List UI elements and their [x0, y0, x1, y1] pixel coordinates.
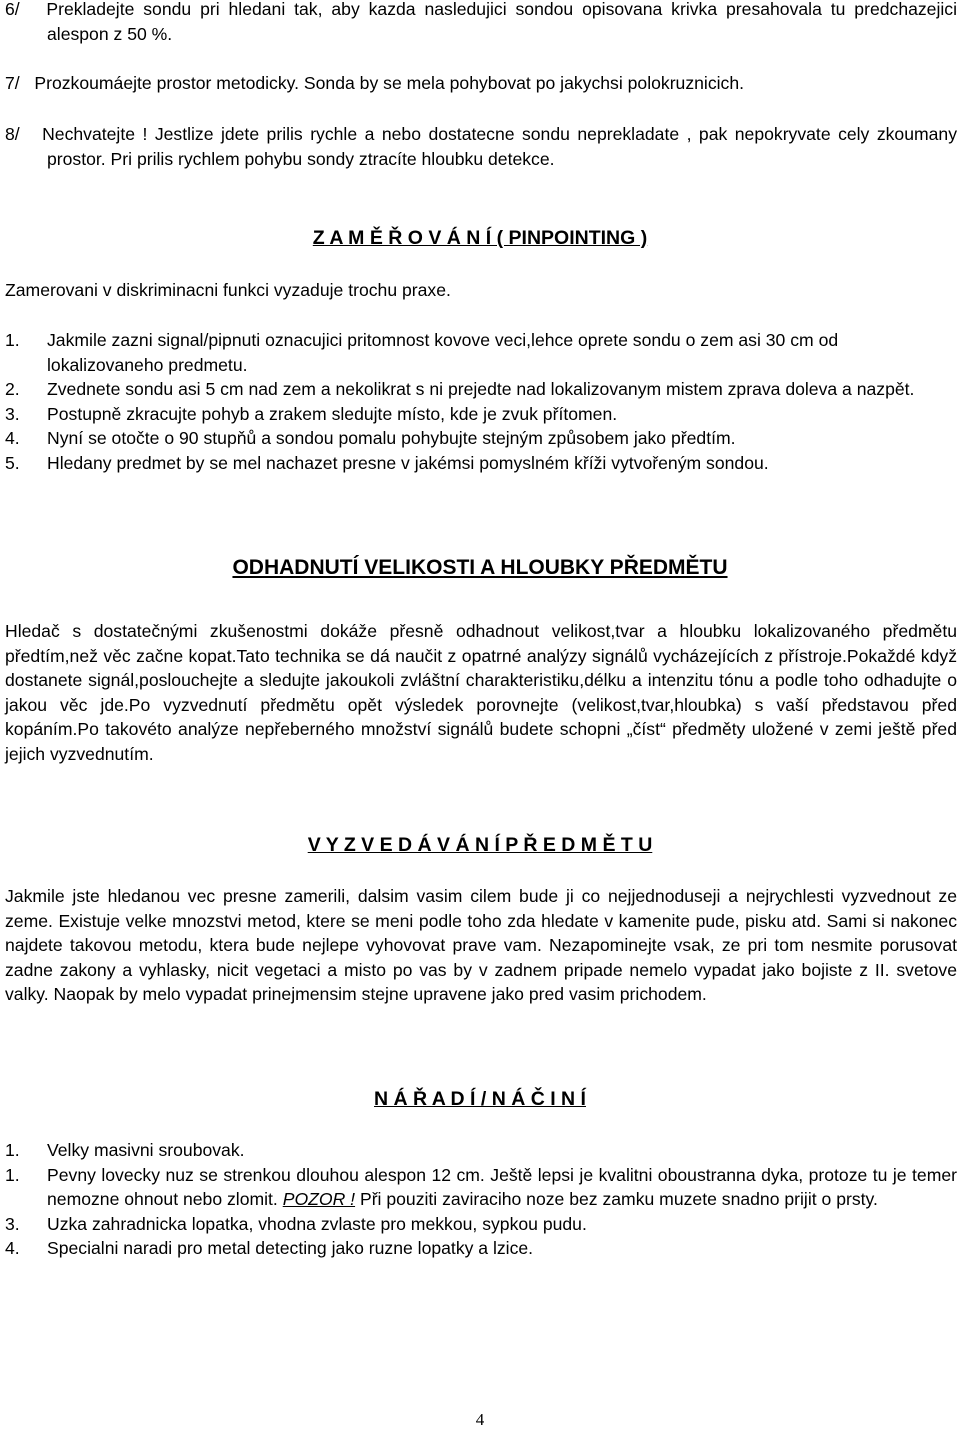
step-number: 8/: [5, 124, 20, 144]
list-item: [5, 377, 957, 402]
step-6: [5, 0, 957, 46]
item-text: Jakmile zazni signal/pipnuti oznacujici pritomnost kovove veci,lehce oprete sondu o zem asi 30 cm od lokalizovaneho predmetu.: [47, 330, 839, 375]
item-text: Hledany predmet by se mel nachazet presne v jakémsi pomyslném kříži vytvořeným sondou.: [47, 452, 769, 473]
list-item: [5, 451, 957, 476]
list-item: [5, 1138, 957, 1163]
item-text: Uzka zahradnicka lopatka, vhodna zvlaste pro mekkou, sypkou pudu.: [47, 1213, 587, 1234]
step-text: Prozkoumáejte prostor metodicky. Sonda by se mela pohybovat po jakychsi polokruznicich.: [34, 73, 745, 93]
pinpointing-steps: [5, 328, 957, 476]
item-number: 2.: [5, 379, 20, 400]
list-item: [5, 1236, 957, 1261]
item-number: 1.: [5, 1140, 20, 1160]
list-item: [5, 1163, 957, 1212]
item-text: Při pouziti zaviraciho noze bez zamku muzete snadno prijit o prsty.: [359, 1189, 878, 1210]
page-number: 4: [475, 1410, 485, 1429]
item-number: 4.: [5, 1238, 20, 1259]
step-number: 7/: [5, 73, 20, 93]
pinpointing-heading: Z A M Ě Ř O V Á N Í ( PINPOINTING ): [312, 227, 648, 249]
warning-label: POZOR !: [282, 1189, 356, 1210]
estimation-paragraph: Hledač s dostatečnými zkušenostmi dokáže přesně odhadnout velikost,tvar a hloubku lokalizovaného předmětu předtím,než věc začne kopat.Tato technika se dá naučit z opatrné analýzy signálů vycházejících z přístroje.Pokaždé když dostanete signál,poslouchejte a sledujte jakoukoli zvláštní charakteristiku,délku a intenzitu tónu a podle toho odhadujte o jakou věc jde.Po vyzvednutí předmětu opět výsledek porovnejte (velikost,tvar,hloubka) s vaší představou před kopáním.Po takovéto analýze nepřeberného množství signálů budete schopni „číst“ předměty uložené v zemi ještě před jejich vyzvednutím.: [5, 621, 957, 764]
item-text: Zvednete sondu asi 5 cm nad zem a nekolikrat s ni prejedte nad lokalizovanym mistem zprava doleva a nazpět.: [47, 379, 915, 400]
item-text: Specialni naradi pro metal detecting jako ruzne lopatky a lzice.: [47, 1238, 534, 1259]
step-7: [5, 71, 957, 96]
list-item: [5, 1212, 957, 1237]
item-number: 1.: [5, 1164, 20, 1185]
step-number: 6/: [5, 0, 20, 19]
estimation-heading: ODHADNUTÍ VELIKOSTI A HLOUBKY PŘEDMĚTU: [232, 556, 728, 579]
list-item: [5, 328, 957, 377]
item-number: 5.: [5, 452, 20, 473]
item-text: Pevny lovecky nuz se strenkou dlouhou alespon 12 cm. Ještě lepsi je kvalitni oboustranna dyka, protoze tu je temer nemozne ohnout nebo zlomit.: [47, 1164, 957, 1210]
item-text: Velky masivni sroubovak.: [47, 1140, 245, 1160]
item-text: Nyní se otočte o 90 stupňů a sondou pomalu pohybujte stejným způsobem jako předtím.: [47, 428, 736, 449]
item-number: 3.: [5, 1213, 20, 1234]
tools-list: [5, 1138, 957, 1261]
tools-heading: N Á Ř A D Í / N Á Č I N Í: [374, 1088, 586, 1110]
retrieval-paragraph: Jakmile jste hledanou vec presne zamerili, dalsim vasim cilem bude ji co nejjednoduseji a nejrychlesti vyzvednout ze zeme. Existuje velke mnozstvi metod, ktere se meni podle toho zda hledate v kamenite pude, pisku atd. Sami si nakonec najdete takovou metodu, ktera bude nejlepe vyhovovat prave vam. Nezapominejte vsak, ze pri tom nesmite porusovat zadne zakony a vyhlasky, nicit vegetaci a misto po vas by v zadnem pripade nemelo vypadat jako bojiste z II. svetove valky. Naopak by melo vypadat prinejmensim stejne upravene jako pred vasim prichodem.: [5, 886, 957, 1005]
item-number: 1.: [5, 330, 20, 350]
list-item: [5, 402, 957, 427]
pinpointing-intro: Zamerovani v diskriminacni funkci vyzaduje trochu praxe.: [5, 280, 451, 300]
item-number: 4.: [5, 428, 20, 449]
step-text: Nechvatejte ! Jestlize jdete prilis rychle a nebo dostatecne sondu neprekladate , pak nepokryvate cely zkoumany prostor. Pri prilis rychlem pohybu sondy ztracíte hloubku detekce.: [42, 124, 958, 169]
retrieval-heading: V Y Z V E D Á V Á N Í P Ř E D M Ě T U: [307, 834, 653, 856]
item-text: Postupně zkracujte pohyb a zrakem sledujte místo, kde je zvuk přítomen.: [47, 403, 618, 424]
step-text: Prekladejte sondu pri hledani tak, aby kazda nasledujici sondou opisovana krivka presahovala tu predchazejici alespon z 50 %.: [46, 0, 957, 44]
list-item: [5, 426, 957, 451]
step-8: [5, 122, 957, 171]
item-number: 3.: [5, 403, 20, 424]
